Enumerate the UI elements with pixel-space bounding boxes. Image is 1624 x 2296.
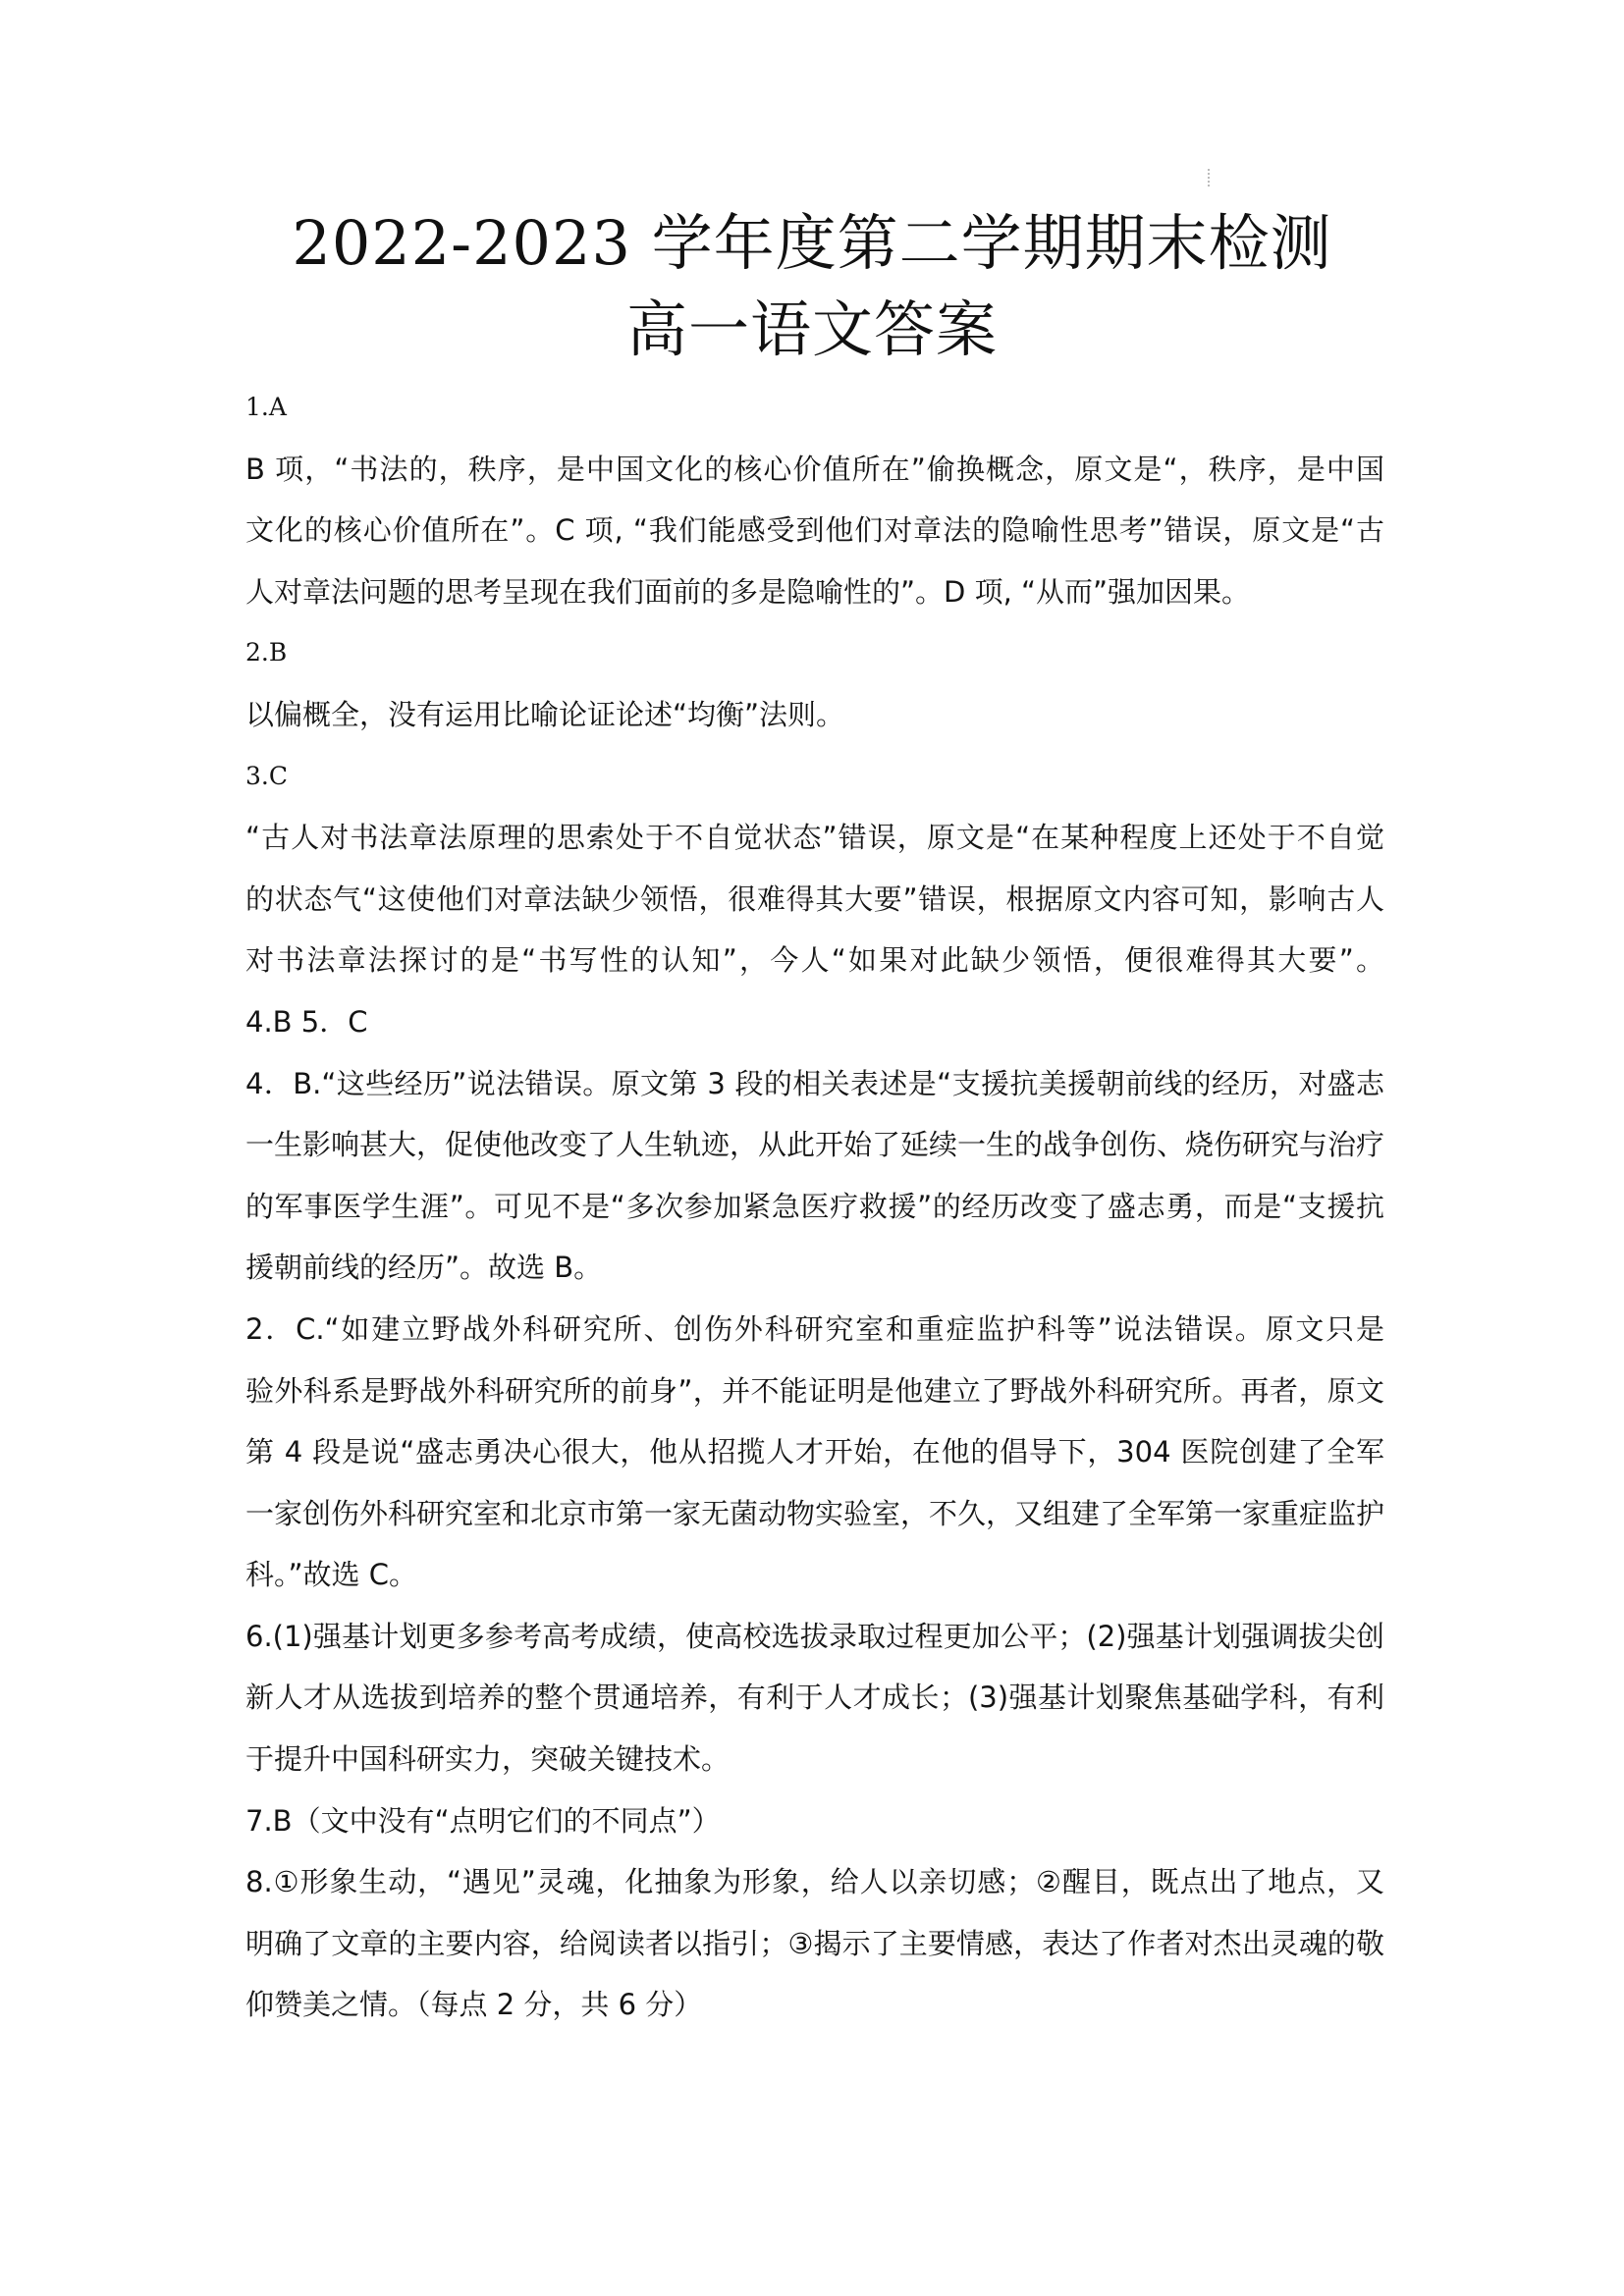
answer-text-line: 6.(1)强基计划更多参考高考成绩，使高校选拔录取过程更加公平；(2)强基计划强调拔尖创 bbox=[245, 1619, 1384, 1653]
answer-text-line: B 项，“书法的，秩序，是中国文化的核心价值所在”偷换概念，原文是“，秩序，是中国 bbox=[245, 452, 1384, 486]
answer-number: 1.A bbox=[245, 393, 287, 421]
answer-text-line: 2．C.“如建立野战外科研究所、创伤外科研究室和重症监护科等”说法错误。原文只是 bbox=[245, 1311, 1384, 1346]
answer-text-line: 人对章法问题的思考呈现在我们面前的多是隐喻性的”。D 项, “从而”强加因果。 bbox=[245, 574, 1251, 609]
answer-text-line: 的军事医学生涯”。可见不是“多次参加紧急医疗救援”的经历改变了盛志勇，而是“支援抗 bbox=[245, 1189, 1384, 1223]
scan-mark bbox=[1208, 169, 1212, 187]
answer-number: 3.C bbox=[245, 761, 288, 790]
answer-text-line: 新人才从选拔到培养的整个贯通培养，有利于人才成长；(3)强基计划聚焦基础学科，有利 bbox=[245, 1681, 1384, 1715]
answer-text-line: 文化的核心价值所在”。C 项, “我们能感受到他们对章法的隐喻性思考”错误，原文是“古 bbox=[245, 513, 1384, 548]
answer-text-line: 验外科系是野战外科研究所的前身”，并不能证明是他建立了野战外科研究所。再者，原文 bbox=[245, 1373, 1384, 1408]
answer-text-line: 援朝前线的经历”。故选 B。 bbox=[245, 1251, 603, 1285]
answer-text-line: 8.①形象生动，“遇见”灵魂，化抽象为形象，给人以亲切感；②醒目，既点出了地点，又 bbox=[245, 1865, 1384, 1899]
answer-text-line: “古人对书法章法原理的思索处于不自觉状态”错误，原文是“在某种程度上还处于不自觉 bbox=[245, 821, 1384, 855]
answer-text-line: 一家创伤外科研究室和北京市第一家无菌动物实验室，不久，又组建了全军第一家重症监护 bbox=[245, 1496, 1384, 1530]
answer-text-line: 明确了文章的主要内容，给阅读者以指引；③揭示了主要情感，表达了作者对杰出灵魂的敬 bbox=[245, 1926, 1384, 1960]
answer-text-line: 仰赞美之情。（每点 2 分，共 6 分） bbox=[245, 1988, 703, 2022]
document-title: 2022-2023 学年度第二学期期末检测 bbox=[292, 207, 1332, 279]
answer-text-line: 的状态气“这使他们对章法缺少领悟，很难得其大要”错误，根据原文内容可知，影响古人 bbox=[245, 881, 1384, 916]
answer-number: 2.B bbox=[245, 638, 288, 667]
answer-text-line: 一生影响甚大，促使他改变了人生轨迹，从此开始了延续一生的战争创伤、烧伤研究与治疗 bbox=[245, 1128, 1384, 1162]
answer-body bbox=[245, 377, 1384, 2036]
answer-text-line: 科。”故选 C。 bbox=[245, 1558, 417, 1592]
answer-text-line: 于提升中国科研实力，突破关键技术。 bbox=[245, 1742, 731, 1777]
document-subtitle: 高一语文答案 bbox=[625, 294, 998, 365]
answer-text-line: 对书法章法探讨的是“书写性的认知”，今人“如果对此缺少领悟，便很难得其大要”。 bbox=[245, 943, 1384, 978]
answer-text-line: 7.B（文中没有“点明它们的不同点”） bbox=[245, 1803, 721, 1838]
answer-text-line: 4.B 5．C bbox=[245, 1004, 368, 1039]
answer-text-line: 以偏概全，没有运用比喻论证论述“均衡”法则。 bbox=[245, 697, 845, 731]
answer-text-line: 第 4 段是说“盛志勇决心很大，他从招揽人才开始，在他的倡导下，304 医院创建了全军 bbox=[245, 1435, 1384, 1469]
answer-text-line: 4．B.“这些经历”说法错误。原文第 3 段的相关表述是“支援抗美援朝前线的经历，对盛志 bbox=[245, 1066, 1384, 1100]
